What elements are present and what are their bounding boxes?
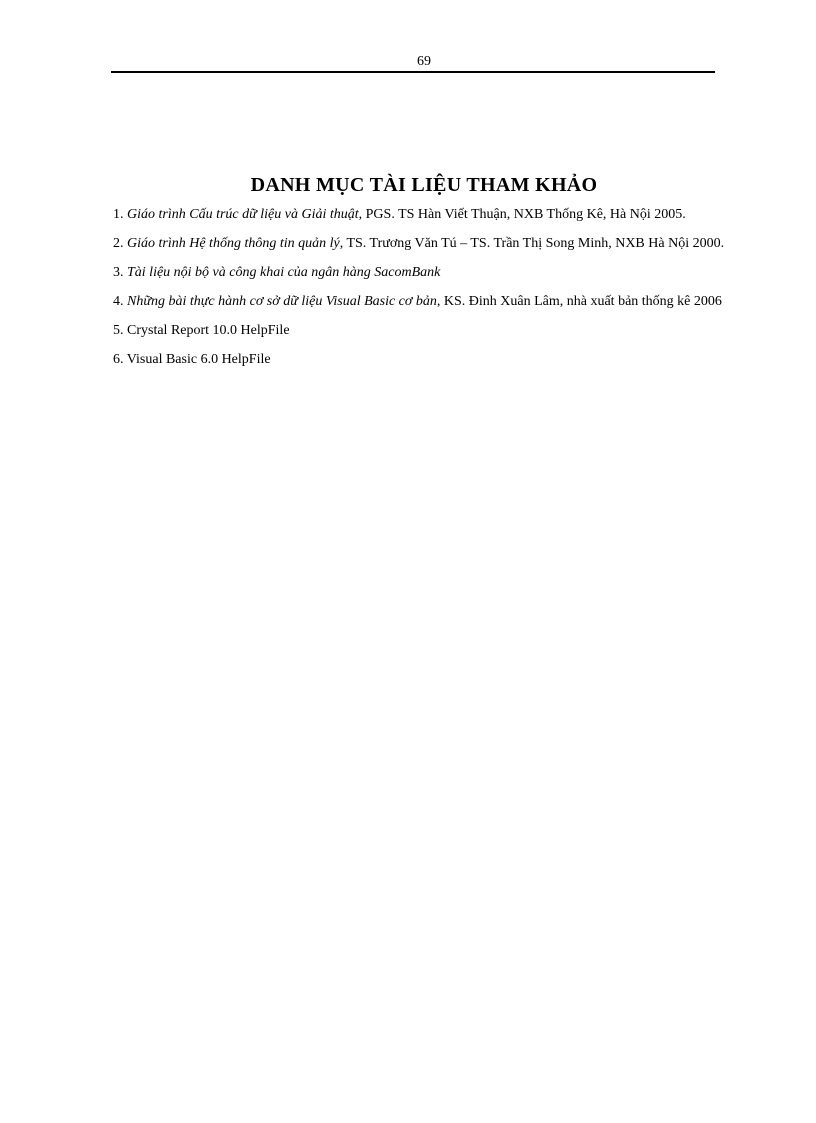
reference-item-4	[113, 287, 736, 316]
reference-number: 3.	[113, 265, 127, 280]
reference-title: Giáo trình Cấu trúc dữ liệu và Giải thuật	[127, 207, 359, 222]
reference-details: , PGS. TS Hàn Viết Thuận, NXB Thống Kê, Hà Nội 2005.	[358, 207, 686, 222]
reference-details: Visual Basic 6.0 HelpFile	[126, 352, 271, 367]
reference-item-3	[113, 258, 736, 287]
reference-item-2	[113, 229, 736, 258]
reference-number: 6.	[113, 352, 127, 367]
reference-item-5	[113, 316, 736, 345]
reference-item-1	[113, 200, 736, 229]
reference-title: Tài liệu nội bộ và công khai của ngân hàng SacomBank	[127, 265, 441, 280]
page-number: 69	[417, 54, 431, 69]
reference-number: 5.	[113, 323, 127, 338]
reference-number: 4.	[113, 294, 127, 309]
header-rule	[111, 71, 715, 73]
reference-title: Giáo trình Hệ thống thông tin quản lý	[127, 236, 340, 251]
reference-list	[113, 200, 736, 374]
reference-item-6	[113, 345, 736, 374]
reference-number: 1.	[113, 207, 127, 222]
reference-title: Những bài thực hành cơ sở dữ liệu Visual Basic cơ bản	[127, 294, 437, 309]
reference-details: Crystal Report 10.0 HelpFile	[127, 323, 290, 338]
reference-number: 2.	[113, 236, 127, 251]
page-title: DANH MỤC TÀI LIỆU THAM KHẢO	[250, 174, 598, 197]
reference-details: , KS. Đinh Xuân Lâm, nhà xuất bản thống kê 2006	[436, 294, 722, 309]
reference-details: , TS. Trương Văn Tú – TS. Trần Thị Song Minh, NXB Hà Nội 2000.	[339, 236, 725, 251]
